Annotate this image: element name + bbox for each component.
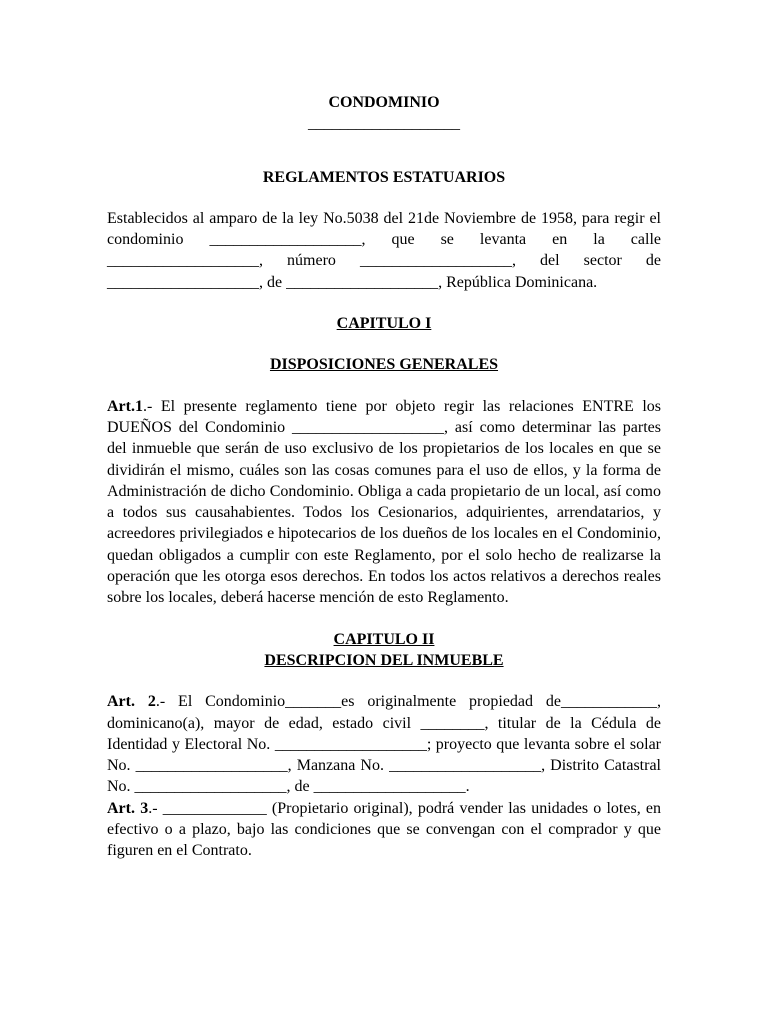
article-1-label: Art.1: [107, 397, 143, 415]
condominium-name-blank: ___________________: [308, 115, 460, 133]
document-title: CONDOMINIO: [328, 94, 440, 111]
chapter-2-heading: CAPITULO II: [333, 630, 435, 648]
article-1: [107, 396, 661, 609]
chapter-1-heading: CAPITULO I: [336, 315, 432, 333]
document-subtitle: REGLAMENTOS ESTATUARIOS: [262, 168, 506, 186]
article-3-label: Art. 3: [107, 799, 149, 817]
chapter-1-subheading: DISPOSICIONES GENERALES: [269, 356, 499, 374]
article-3-text: .- _____________ (Propietario original), podrá vender las unidades o lotes, en efectivo o a plazo, bajo las condiciones que se convengan con el comprador y que figuren en el Contrato.: [107, 799, 661, 860]
chapter-2-subheading: DESCRIPCION DEL INMUEBLE: [264, 651, 504, 669]
intro-paragraph: Establecidos al amparo de la ley No.5038 del 21de Noviembre de 1958, para regir el condominio ___________________, que se levanta en la calle ___________________, número ___________________, del sector de ___________________, de ___________________, República Dominicana.: [107, 209, 661, 291]
article-1-text: .- El presente reglamento tiene por objeto regir las relaciones ENTRE los DUEÑOS del Condominio ___________________, así como determinar las partes del inmueble que serán de uso exclusivo de los propietarios de los locales en que se dividirán el mismo, cuáles son las cosas comunes para el uso de ellos, y la forma de Administración de dicho Condominio. Obliga a cada propietario de un local, así como a todos sus causahabientes. Todos los Cesionarios, adquirientes, arrendatarios, y acreedores privilegiados e hipotecarios de los dueños de los locales en el Condominio, quedan obligados a cumplir con este Reglamento, por el solo hecho de realizarse la operación que les otorga esos derechos. En todos los actos relativos a derechos reales sobre los locales, deberá hacerse mención de esto Reglamento.: [107, 397, 661, 607]
article-2: [107, 691, 661, 797]
article-2-label: Art. 2: [107, 693, 156, 711]
article-3: [107, 798, 661, 862]
article-2-text: .- El Condominio_______es originalmente propiedad de____________, dominicano(a), mayor de edad, estado civil ________, titular de la Cédula de Identidad y Electoral No. ___________________; proyecto que levanta sobre el solar No. ___________________, Manzana No. ___________________, Distrito Catastral No. ___________________, de ___________________.: [107, 693, 662, 796]
document-page: [107, 92, 661, 862]
